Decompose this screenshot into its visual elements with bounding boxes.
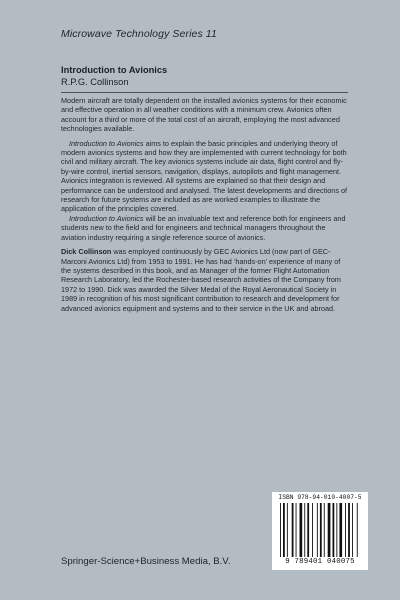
- description-paragraph-1: Modern aircraft are totally dependent on the installed avionics systems for their economic and effective operation in all weather conditions with a minimum crew. Avionics often account for a third or more of the total cost of an aircraft, employing the most advanced technologies available.: [61, 96, 347, 134]
- description-text-2: aims to explain the basic principles and underlying theory of modern avionics systems and how they are implemented with current technology for both civil and military aircraft. The key avionics systems include air data, flight control and fly-by-wire control, inertial sensors, navigation, displays, autopilots and flight management. Avionics integration is reviewed. All systems are explained so that their design and performance can be understood and analysed. The latest developments and directions of research for future systems are included as are worked examples to illustrate the application of the principles covered.: [61, 138, 348, 214]
- author-bio-text: was employed continuously by GEC Avionics Ltd (now part of GEC-Marconi Avionics Ltd) from 1953 to 1991. He has had ‘hands-on’ experience of many of the systems described in this book, and as Manager of the former Flight Automation Research Laboratory, led the Rochester-based research activities of the Company from 1972 to 1990. Dick was awarded the Silver Medal of the Royal Aeronautical Society in 1989 in recognition of his most significant contribution to research and development for advanced avionics equipment and systems and to their service in the UK and abroad.: [61, 247, 341, 313]
- series-title: Microwave Technology Series 11: [61, 28, 217, 40]
- isbn-barcode: [272, 492, 368, 570]
- divider: [61, 92, 348, 93]
- isbn-digits: 9 789401 040075: [285, 558, 355, 566]
- book-author: R.P.G. Collinson: [61, 77, 129, 87]
- book-title-inline: Introduction to Avionics: [69, 213, 144, 223]
- description-paragraph-3: [61, 214, 348, 242]
- book-title-inline: Introduction to Avionics: [69, 138, 144, 148]
- back-cover-text: [61, 96, 348, 318]
- description-paragraph-2: [61, 139, 348, 214]
- author-bio-name: Dick Collinson: [61, 247, 112, 257]
- publisher: Springer-Science+Business Media, B.V.: [61, 556, 231, 567]
- description-text-3: will be an invaluable text and reference both for engineers and students new to the field and for engineers and technical managers throughout the aviation industry requiring a single reference source of avionics.: [61, 213, 346, 242]
- book-title: Introduction to Avionics: [61, 65, 168, 75]
- barcode-icon: [280, 503, 360, 557]
- author-bio: [61, 247, 348, 313]
- isbn-label: ISBN 978-94-010-4007-5: [278, 494, 362, 501]
